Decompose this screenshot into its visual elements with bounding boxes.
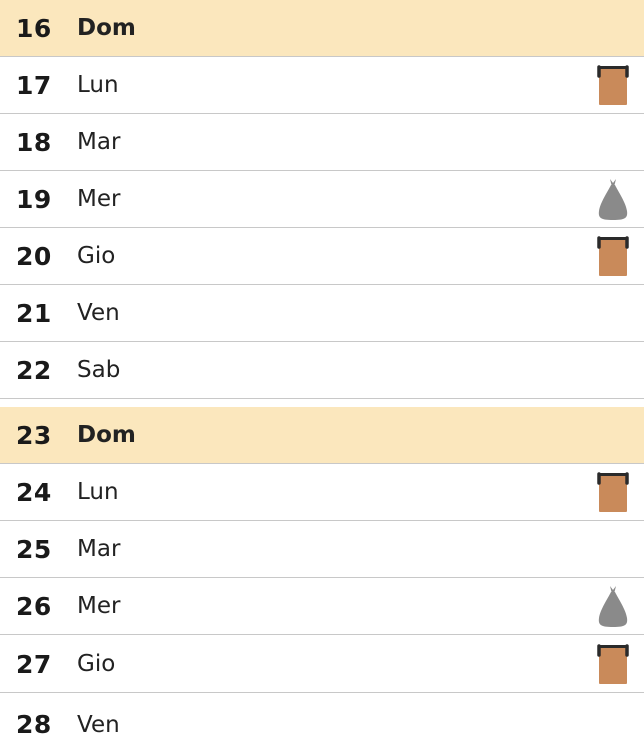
day-number: 23 bbox=[16, 420, 52, 450]
day-name: Dom bbox=[77, 422, 136, 448]
day-row-19 bbox=[0, 171, 644, 228]
day-row-26 bbox=[0, 578, 644, 635]
day-row-27 bbox=[0, 636, 644, 693]
day-number: 25 bbox=[16, 534, 52, 564]
day-row-28 bbox=[0, 696, 644, 753]
day-name: Lun bbox=[77, 72, 119, 98]
day-number: 17 bbox=[16, 70, 52, 100]
gray-bag-icon bbox=[596, 584, 630, 628]
day-row-25 bbox=[0, 521, 644, 578]
day-row-22 bbox=[0, 342, 644, 399]
day-name: Mar bbox=[77, 129, 121, 155]
day-name: Gio bbox=[77, 651, 116, 677]
day-number: 21 bbox=[16, 298, 52, 328]
day-number: 28 bbox=[16, 710, 52, 739]
gray-bag-icon bbox=[596, 177, 630, 221]
day-row-16 bbox=[0, 0, 644, 57]
brown-bin-icon bbox=[596, 63, 630, 107]
day-row-20 bbox=[0, 228, 644, 285]
day-name: Sab bbox=[77, 357, 121, 383]
brown-bin-icon bbox=[596, 470, 630, 514]
day-row-17 bbox=[0, 57, 644, 114]
day-number: 22 bbox=[16, 355, 52, 385]
day-row-23 bbox=[0, 407, 644, 464]
day-number: 27 bbox=[16, 649, 52, 679]
day-name: Ven bbox=[77, 300, 120, 326]
day-number: 18 bbox=[16, 127, 52, 157]
day-name: Dom bbox=[77, 15, 136, 41]
day-number: 26 bbox=[16, 591, 52, 621]
day-row-24 bbox=[0, 464, 644, 521]
day-number: 16 bbox=[16, 13, 52, 43]
day-name: Mer bbox=[77, 593, 121, 619]
day-number: 20 bbox=[16, 241, 52, 271]
day-name: Mar bbox=[77, 536, 121, 562]
day-name: Mer bbox=[77, 186, 121, 212]
day-number: 19 bbox=[16, 184, 52, 214]
day-row-21 bbox=[0, 285, 644, 342]
day-number: 24 bbox=[16, 477, 52, 507]
brown-bin-icon bbox=[596, 234, 630, 278]
day-row-18 bbox=[0, 114, 644, 171]
day-name: Ven bbox=[77, 711, 120, 738]
day-name: Lun bbox=[77, 479, 119, 505]
day-name: Gio bbox=[77, 243, 116, 269]
brown-bin-icon bbox=[596, 642, 630, 686]
